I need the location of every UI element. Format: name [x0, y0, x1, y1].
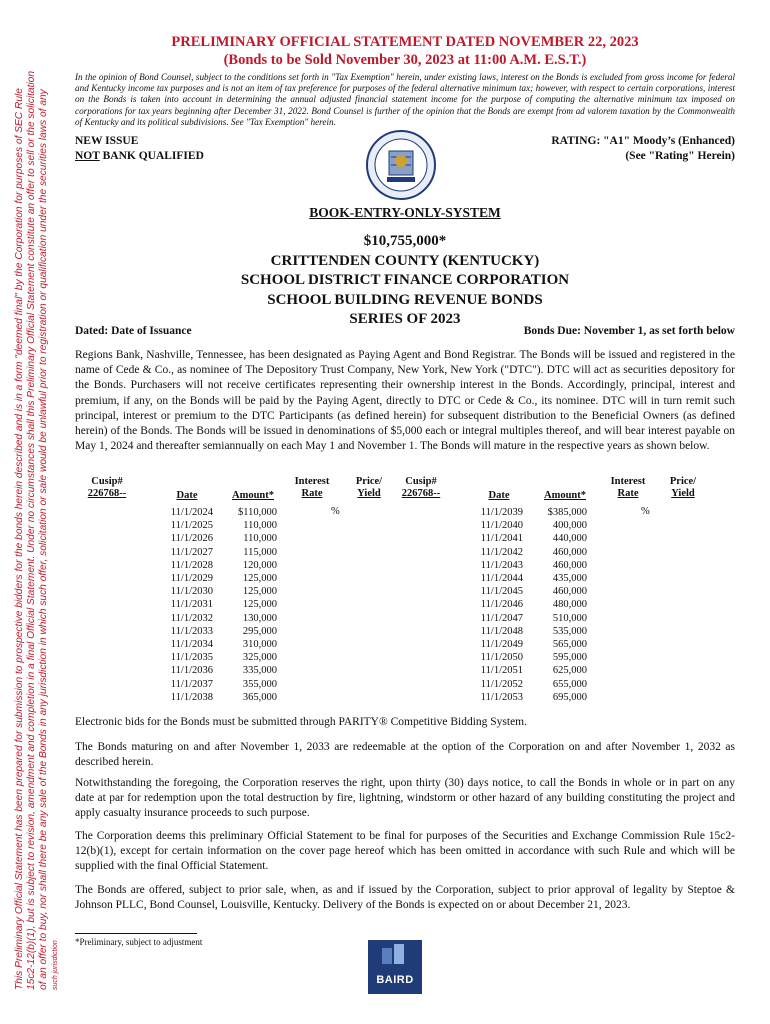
cusip-header-right: Cusip# 226768-- — [401, 476, 441, 499]
yield-header-left: Price/ Yield — [355, 476, 383, 499]
sale-date: (Bonds to be Sold November 30, 2023 at 11:00 A.M. E.S.T.) — [223, 52, 587, 68]
baird-logo-text: BAIRD — [376, 974, 414, 986]
footnote-divider — [75, 933, 197, 934]
bond-title-block — [75, 232, 735, 330]
redemption-paragraph: The Bonds maturing on and after November 1, 2033 are redeemable at the option of the Corporation on and after November 1, 2032 as described herein. — [75, 741, 735, 769]
amount-header-right: Amount* — [543, 490, 586, 501]
issuer-corporation: SCHOOL DISTRICT FINANCE CORPORATION — [240, 272, 570, 288]
casualty-call-paragraph: Notwithstanding the foregoing, the Corporation reserves the right, upon thirty (30) days notice, to call the Bonds in whole or in part on any date at par for redemption upon the total destruction by fire, lightning, windstorm or other hazard of any building constituting the project and apply casualty insurance proceeds to such purpose. — [75, 777, 735, 820]
principal-amount: $10,755,000* — [363, 233, 447, 249]
rating-reference: (See "Rating" Herein) — [625, 150, 735, 162]
disclaimer-line-2: 15c2-12(b)(1), but is subject to revision, amendment and completion in a final Official Statement. Under no circumstances shall this Preliminary Official Statement constitute an offer to sell or the solicitation — [26, 71, 38, 990]
date-header-right: Date — [488, 490, 510, 501]
rate-percent-left: % — [331, 506, 340, 517]
rate-percent-right: % — [641, 506, 650, 517]
date-header-left: Date — [176, 490, 198, 501]
dated-date: Dated: Date of Issuance — [75, 325, 192, 337]
baird-logo-icon — [368, 940, 422, 970]
yield-header-right: Price/ Yield — [669, 476, 697, 499]
disclaimer-sidebar — [14, 30, 72, 990]
disclaimer-line-3: of an offer to buy, nor shall there be any sale of the Bonds in any jurisdiction in which such offer, solicitation or sale would be unlawful prior to registration or qualification under the securities laws of any — [38, 89, 50, 990]
issuer-county: CRITTENDEN COUNTY (KENTUCKY) — [270, 252, 540, 269]
disclaimer-line-1: This Preliminary Official Statement has been prepared for submission to prospective bidders for the bonds herein described and is in a form "deemed final" by the Corporation for purposes of SEC Rule — [14, 88, 25, 990]
maturity-dates-left: 11/1/2024 11/1/2025 11/1/2026 11/1/2027 11/1/2028 11/1/2029 11/1/2030 11/1/2031 11/1/2032 11/1/2033 11/1/2034 11/1/2035 11/1/2036 11/1/2037 11/1/2038 — [170, 507, 213, 703]
rate-header-right: Interest Rate — [610, 476, 646, 499]
bond-type: SCHOOL BUILDING REVENUE BONDS — [267, 291, 543, 308]
rating-label: RATING: "A1" Moody’s (Enhanced) — [551, 135, 735, 147]
parity-paragraph: Electronic bids for the Bonds must be submitted through PARITY® Competitive Bidding System. — [75, 716, 527, 728]
bond-series: SERIES OF 2023 — [349, 311, 461, 327]
sec-rule-paragraph: The Corporation deems this preliminary Official Statement to be final for purposes of the Securities and Exchange Commission Rule 15c2-12(b)(1), except for certain information on the cover page hereof which has been omitted in accordance with such Rule and which will be supplied with the final Official Statement. — [75, 830, 735, 873]
maturity-amounts-left: $110,000 110,000 110,000 115,000 120,000 125,000 125,000 125,000 130,000 295,000 310,000 325,000 335,000 355,000 365,000 — [238, 507, 277, 703]
bonds-due: Bonds Due: November 1, as set forth below — [523, 325, 735, 337]
paying-agent-paragraph: Regions Bank, Nashville, Tennessee, has been designated as Paying Agent and Bond Registrar. The Bonds will be issued and registered in the name of Cede & Co., as nominee of The Depository Trust Company, New York, New York ("DTC"). DTC will act as securities depository for the Bonds. Purchasers will not receive certificates representing their ownership interest in the Bonds. Accordingly, principal, interest and premium, if any, on the Bonds will be paid by the Paying Agent, directly to DTC or Cede & Co., its nominee. DTC will in turn remit such principal, interest or premium to the DTC Participants (as defined herein) for subsequent distribution to the Beneficial Owners (as defined herein) of the Bonds. The Bonds will be issued in denominations of $5,000 each or integral multiples thereof, and will bear interest payable on May 1, 2024 and thereafter semiannually on each May 1 and November 1. The Bonds will mature in the respective years as shown below. — [75, 349, 735, 453]
footnote: *Preliminary, subject to adjustment — [75, 937, 203, 947]
offering-paragraph: The Bonds are offered, subject to prior sale, when, as and if issued by the Corporation, subject to prior approval of legality by Steptoe & Johnson PLLC, Bond Counsel, Louisville, Kentucky. Delivery of the Bonds is expected on or about December 21, 2023. — [75, 884, 735, 912]
maturity-dates-right: 11/1/2039 11/1/2040 11/1/2041 11/1/2042 11/1/2043 11/1/2044 11/1/2045 11/1/2046 11/1/2047 11/1/2048 11/1/2049 11/1/2050 11/1/2051 11/1/2052 11/1/2053 — [480, 507, 523, 703]
bank-qualified-label: NOT BANK QUALIFIED — [75, 150, 204, 162]
issue-info — [75, 134, 204, 164]
disclaimer-line-4: such jurisdiction — [51, 940, 59, 990]
new-issue-label: NEW ISSUE — [75, 135, 139, 147]
county-seal-icon — [365, 129, 437, 201]
book-entry-heading: BOOK-ENTRY-ONLY-SYSTEM — [309, 205, 501, 220]
maturity-amounts-right: $385,000 400,000 440,000 460,000 460,000 435,000 460,000 480,000 510,000 535,000 565,000 595,000 625,000 655,000 695,000 — [547, 507, 587, 703]
amount-header-left: Amount* — [231, 490, 274, 501]
cusip-header-left: Cusip# 226768-- — [87, 476, 127, 499]
rate-header-left: Interest Rate — [294, 476, 330, 499]
document-title: PRELIMINARY OFFICIAL STATEMENT DATED NOVEMBER 22, 2023 — [171, 34, 639, 50]
tax-opinion: In the opinion of Bond Counsel, subject to the conditions set forth in "Tax Exemption" herein, under existing laws, interest on the Bonds is excluded from gross income for federal and Kentucky income tax purposes and is not an item of tax preference for purposes of the federal alternative minimum tax; however, with respect to certain corporations, interest on the Bonds is taken into account in determining the annual adjusted financial statement income for the purpose of computing the alternative minimum tax imposed on corporations for tax years beginning after December 31, 2022. Bond Counsel is further of the opinion that the Bonds are exempt from ad valorem taxation by the Commonwealth of Kentucky and its political subdivisions. See "Tax Exemption" herein. — [75, 72, 735, 127]
baird-logo — [368, 940, 422, 994]
rating-info — [551, 134, 735, 164]
